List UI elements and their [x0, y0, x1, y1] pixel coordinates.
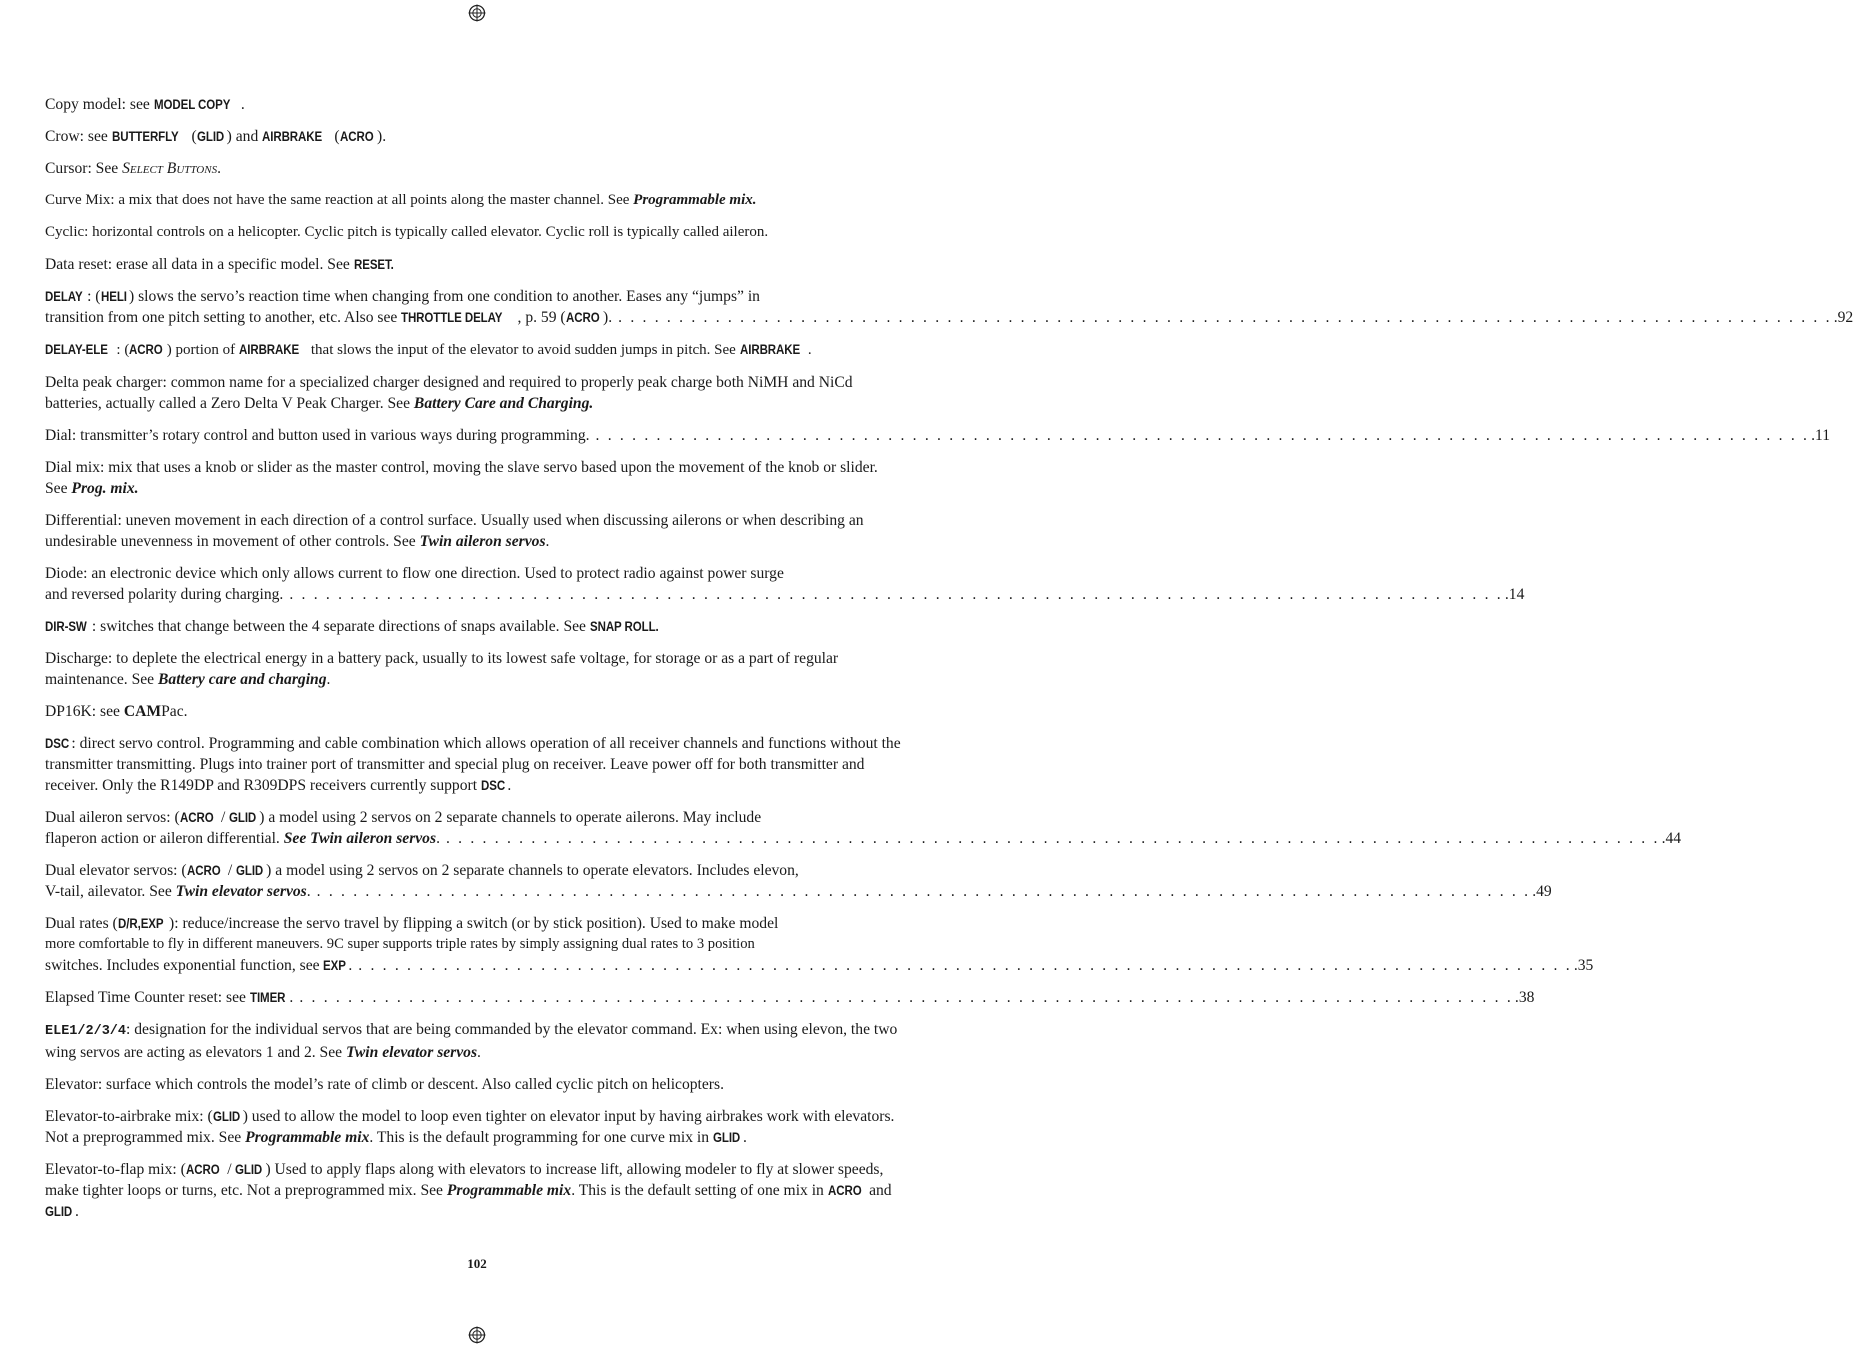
leader-dots: . . . . . . . . . . . . . . . . . . . . . . . . . . . . . . . . . . . . . . . . . . . . . . . . . . . . . . . . . . . . . . . . . . . . . . . . . . . . . . . . . . . . . . . . . . . . . . . . . . . .: [358, 957, 1572, 974]
entry-text: .: [348, 957, 353, 974]
entry-text: DP16K: see: [45, 703, 124, 720]
entry-text: .: [807, 342, 812, 358]
entry-dir-sw: [45, 616, 901, 637]
entry-delta-peak-charger: [45, 372, 901, 414]
entry-line: [45, 307, 1853, 328]
keyword: DIR-SW: [45, 619, 87, 634]
entry-diode: [45, 563, 1525, 605]
entry-text: [45, 881, 311, 902]
entry-text: Elevator: surface which controls the model’s rate of climb or descent. Also called cyclic pitch on helicopters.: [45, 1076, 724, 1093]
entry-text: that slows the input of the elevator to avoid sudden jumps in pitch. See: [307, 342, 740, 358]
entry-line: [45, 807, 901, 828]
entry-line: [45, 913, 901, 934]
entry-text: . This is the default setting of one mix in: [571, 1182, 828, 1199]
leader-dots: . . . . . . . . . . . . . . . . . . . . . . . . . . . . . . . . . . . . . . . . . . . . . . . . . . . . . . . . . . . . . . . . . . . . . . . . . . . . . . . . . . . . . . . . . . . . . . . . . . . .: [316, 883, 1531, 900]
entry-text: ) Used to apply flaps along with elevators to increase lift, allowing modeler to fly at slower speeds, make tighter loops or turns, etc. Not a preprogrammed mix. See: [45, 1161, 884, 1199]
entry-text: [45, 307, 612, 328]
entry-line: [45, 584, 1525, 605]
entry-text: V-tail, ailevator. See: [45, 883, 176, 900]
entry-text: : switches that change between the 4 separate directions of snaps available. See: [91, 618, 590, 635]
entry-text: Crow: see: [45, 128, 112, 145]
keyword: HELI: [100, 289, 127, 304]
entry-text: /: [217, 809, 230, 826]
entry-text: .: [289, 989, 294, 1006]
entry-text: .: [477, 1044, 481, 1061]
cross-reference: Twin aileron servos: [419, 533, 546, 550]
entry-text: (: [187, 128, 197, 145]
entry-text: : designation for the individual servos that are being commanded by the elevator command. Ex: when using elevon, the two wing servos are acting as elevators 1 and 2. See: [45, 1021, 898, 1061]
entry-text: /: [223, 1161, 236, 1178]
entry-line: more comfortable to fly in different maneuvers. 9C super supports triple rates by simply assigning dual rates to 3 position: [45, 936, 755, 952]
entry-text: : (: [87, 288, 101, 305]
keyword: GLID: [45, 1204, 73, 1219]
entry-ele1234: [45, 1019, 901, 1063]
entry-text: [45, 828, 440, 849]
keyword: DELAY-ELE: [45, 342, 108, 357]
keyword: DELAY: [45, 289, 83, 304]
cross-reference: Twin elevator servos: [345, 1044, 478, 1061]
keyword: TIMER: [249, 990, 286, 1005]
entry-text: Elevator-to-flap mix: (: [45, 1161, 186, 1178]
entry-cursor: [45, 158, 901, 179]
keyword: ELE1/2/3/4: [45, 1024, 127, 1039]
entry-text: ) used to allow the model to loop even tighter on elevator input by having airbrakes work with elevators. Not a preprogrammed mix. See: [45, 1108, 895, 1146]
entry-text: flaperon action or aileron differential.: [45, 830, 284, 847]
keyword: GLID: [235, 1162, 263, 1177]
keyword: EXP: [323, 958, 347, 973]
entry-text: ).: [603, 309, 613, 326]
entry-differential: [45, 510, 901, 552]
entry-text: Cursor: See: [45, 160, 123, 177]
entry-text: transition from one pitch setting to another, etc. Also see: [45, 309, 402, 326]
keyword: ACRO: [827, 1183, 862, 1198]
entry-crow: [45, 126, 901, 147]
glossary-entries: [45, 94, 1853, 1233]
keyword: AIRBRAKE: [739, 342, 800, 357]
keyword: ACRO: [186, 863, 221, 878]
cross-reference: Twin elevator servos: [175, 883, 307, 900]
entry-text: ) and: [226, 128, 263, 145]
cross-reference: Select Buttons: [122, 160, 218, 177]
keyword: THROTTLE DELAY: [401, 310, 503, 325]
entry-line: [45, 955, 1594, 976]
keyword: MODEL COPY: [153, 97, 231, 112]
entry-line: [45, 828, 1682, 849]
entry-line: [45, 860, 901, 881]
entry-text: Elevator-to-airbrake mix: (: [45, 1108, 213, 1125]
entry-dual-elevator-servos: [45, 860, 1552, 902]
cross-reference: Programmable mix: [446, 1182, 572, 1199]
leader-dots: . . . . . . . . . . . . . . . . . . . . . . . . . . . . . . . . . . . . . . . . . . . . . . . . . . . . . . . . . . . . . . . . . . . . . . . . . . . . . . . . . . . . . . . . . . . . . . . . . . . .: [445, 830, 1660, 847]
entry-cyclic: [45, 222, 901, 243]
entry-line: [45, 286, 901, 307]
keyword: GLID: [236, 863, 264, 878]
entry-line: [45, 881, 1552, 902]
cross-reference: Programmable mix.: [633, 192, 757, 208]
entry-text: .: [75, 1203, 79, 1220]
entry-text: [45, 955, 352, 976]
brand-text: CAM: [123, 703, 162, 720]
keyword: GLID: [229, 810, 257, 825]
entry-text: .: [742, 1129, 747, 1146]
registration-mark-icon: [468, 4, 486, 22]
entry-text: .: [507, 777, 512, 794]
entry-text: : (: [116, 342, 130, 358]
keyword: ACRO: [129, 342, 163, 357]
entry-text: [45, 987, 293, 1008]
entry-delay: [45, 286, 1853, 328]
entry-text: Dial: transmitter’s rotary control and button used in various ways during programming.: [45, 427, 590, 444]
page-reference: .11: [1811, 427, 1831, 444]
entry-text: Cyclic: horizontal controls on a helicopter. Cyclic pitch is typically called elevator. Cyclic roll is typically called aileron.: [45, 224, 769, 240]
entry-text: .: [436, 830, 440, 847]
entry-text: switches. Includes exponential function, see: [45, 957, 324, 974]
entry-line: [45, 987, 1535, 1008]
entry-text: ).: [377, 128, 387, 145]
entry-text: Dual elevator servos: (: [45, 862, 187, 879]
entry-elevator-to-airbrake: [45, 1106, 901, 1148]
entry-elevator-to-flap: [45, 1159, 901, 1222]
entry-text: and: [865, 1182, 892, 1199]
entry-text: (: [330, 128, 340, 145]
entry-text: and reversed polarity during charging.: [45, 586, 284, 603]
keyword: ACRO: [565, 310, 600, 325]
keyword: GLID: [712, 1130, 741, 1145]
entry-text: Delta peak charger: common name for a specialized charger designed and required to properly peak charge both NiMH and NiCd batteries, actually called a Zero Delta V Peak Charger. See: [45, 374, 853, 412]
entry-text: /: [224, 862, 237, 879]
keyword: D/R,EXP: [117, 916, 164, 931]
entry-text: ): reduce/increase the servo travel by flipping a switch (or by stick position). Used to make model: [169, 915, 779, 932]
entry-text: .: [326, 671, 331, 688]
keyword: ACRO: [339, 129, 374, 144]
entry-dp16k: [45, 701, 901, 722]
entry-dual-rates: [45, 913, 1594, 976]
entry-elapsed-time-counter: [45, 987, 1535, 1008]
page-reference: .92: [1833, 309, 1853, 326]
page-reference: .49: [1532, 883, 1552, 900]
entry-text: ) a model using 2 servos on 2 separate channels to operate elevators. Includes elevon,: [266, 862, 799, 879]
entry-curve-mix: [45, 190, 901, 211]
keyword: AIRBRAKE: [238, 342, 299, 357]
cross-reference: Programmable mix: [245, 1129, 370, 1146]
entry-text: .: [545, 533, 550, 550]
entry-dial-mix: [45, 457, 901, 499]
registration-mark-icon: [468, 1326, 486, 1344]
keyword: SNAP ROLL.: [589, 619, 659, 634]
entry-text: Pac.: [161, 703, 188, 720]
entry-text: .: [217, 160, 221, 177]
keyword: GLID: [196, 129, 224, 144]
entry-text: .: [306, 883, 311, 900]
leader-dots: . . . . . . . . . . . . . . . . . . . . . . . . . . . . . . . . . . . . . . . . . . . . . . . . . . . . . . . . . . . . . . . . . . . . . . . . . . . . . . . . . . . . . . . . . . . . . . . . . . . .: [289, 586, 1503, 603]
cross-reference: Battery care and charging: [158, 671, 327, 688]
entry-discharge: [45, 648, 901, 690]
keyword: BUTTERFLY: [111, 129, 179, 144]
cross-reference: Battery Care and Charging.: [413, 395, 594, 412]
entry-copy-model: [45, 94, 901, 115]
entry-dial: [45, 425, 1831, 446]
entry-text: Curve Mix: a mix that does not have the same reaction at all points along the master channel. See: [45, 192, 634, 208]
entry-dual-aileron-servos: [45, 807, 1682, 849]
entry-text: . This is the default programming for one curve mix in: [369, 1129, 713, 1146]
cross-reference: Prog. mix.: [71, 480, 139, 497]
leader-dots: . . . . . . . . . . . . . . . . . . . . . . . . . . . . . . . . . . . . . . . . . . . . . . . . . . . . . . . . . . . . . . . . . . . . . . . . . . . . . . . . . . . . . . . . . . . . . . . . . . . .: [618, 309, 1832, 326]
keyword: DSC: [480, 778, 506, 793]
entry-text: Differential: uneven movement in each direction of a control surface. Usually used when discussing ailerons or when describing an undesirable unevenness in movement of other controls. See: [45, 512, 864, 550]
keyword: ACRO: [179, 810, 214, 825]
entry-data-reset: [45, 254, 901, 275]
entry-text: ) a model using 2 servos on 2 separate channels to operate ailerons. May include: [259, 809, 762, 826]
entry-line: Diode: an electronic device which only allows current to flow one direction. Used to protect radio against power surge: [45, 565, 784, 582]
keyword: GLID: [212, 1109, 240, 1124]
page-reference: .38: [1514, 989, 1535, 1006]
entry-text: Data reset: erase all data in a specific model. See: [45, 256, 354, 273]
entry-line: [45, 425, 1831, 446]
entry-text: , p. 59 (: [517, 309, 566, 326]
entry-elevator: [45, 1074, 901, 1095]
entry-text: .: [240, 96, 245, 113]
page-number: 102: [467, 1256, 487, 1271]
keyword: DSC: [45, 736, 70, 751]
page-reference: .14: [1504, 586, 1525, 603]
entry-text: Copy model: see: [45, 96, 154, 113]
keyword: RESET.: [353, 257, 394, 272]
page-reference: .44: [1661, 830, 1682, 847]
page-reference: .35: [1573, 957, 1594, 974]
entry-text: ) portion of: [166, 342, 239, 358]
cross-reference: See Twin aileron servos: [283, 830, 437, 847]
entry-text: Elapsed Time Counter reset: see: [45, 989, 250, 1006]
entry-text: ) slows the servo’s reaction time when changing from one condition to another. Eases any “jumps” in: [129, 288, 760, 305]
entry-text: Discharge: to deplete the electrical energy in a battery pack, usually to its lowest safe voltage, for storage or as a part of regular maintenance. See: [45, 650, 839, 688]
leader-dots: . . . . . . . . . . . . . . . . . . . . . . . . . . . . . . . . . . . . . . . . . . . . . . . . . . . . . . . . . . . . . . . . . . . . . . . . . . . . . . . . . . . . . . . . . . . . . . . . . . . .: [299, 989, 1513, 1006]
entry-text: Dual rates (: [45, 915, 118, 932]
keyword: AIRBRAKE: [262, 129, 323, 144]
keyword: ACRO: [185, 1162, 220, 1177]
entry-delay-ele: [45, 339, 901, 361]
entry-text: Dial mix: mix that uses a knob or slider as the master control, moving the slave servo based upon the movement of the knob or slider. See: [45, 459, 878, 497]
entry-text: Dual aileron servos: (: [45, 809, 180, 826]
entry-dsc: [45, 733, 901, 796]
leader-dots: . . . . . . . . . . . . . . . . . . . . . . . . . . . . . . . . . . . . . . . . . . . . . . . . . . . . . . . . . . . . . . . . . . . . . . . . . . . . . . . . . . . . . . . . . . . . . . . . . . . .: [595, 427, 1810, 444]
entry-text: : direct servo control. Programming and cable combination which allows operation of all receiver channels and functions without the transmitter transmitting. Plugs into trainer port of transmitter and special plug on receiver. Leave power off for both transmitter and receiver. Only the R149DP and R309DPS receivers currently support: [45, 735, 901, 794]
